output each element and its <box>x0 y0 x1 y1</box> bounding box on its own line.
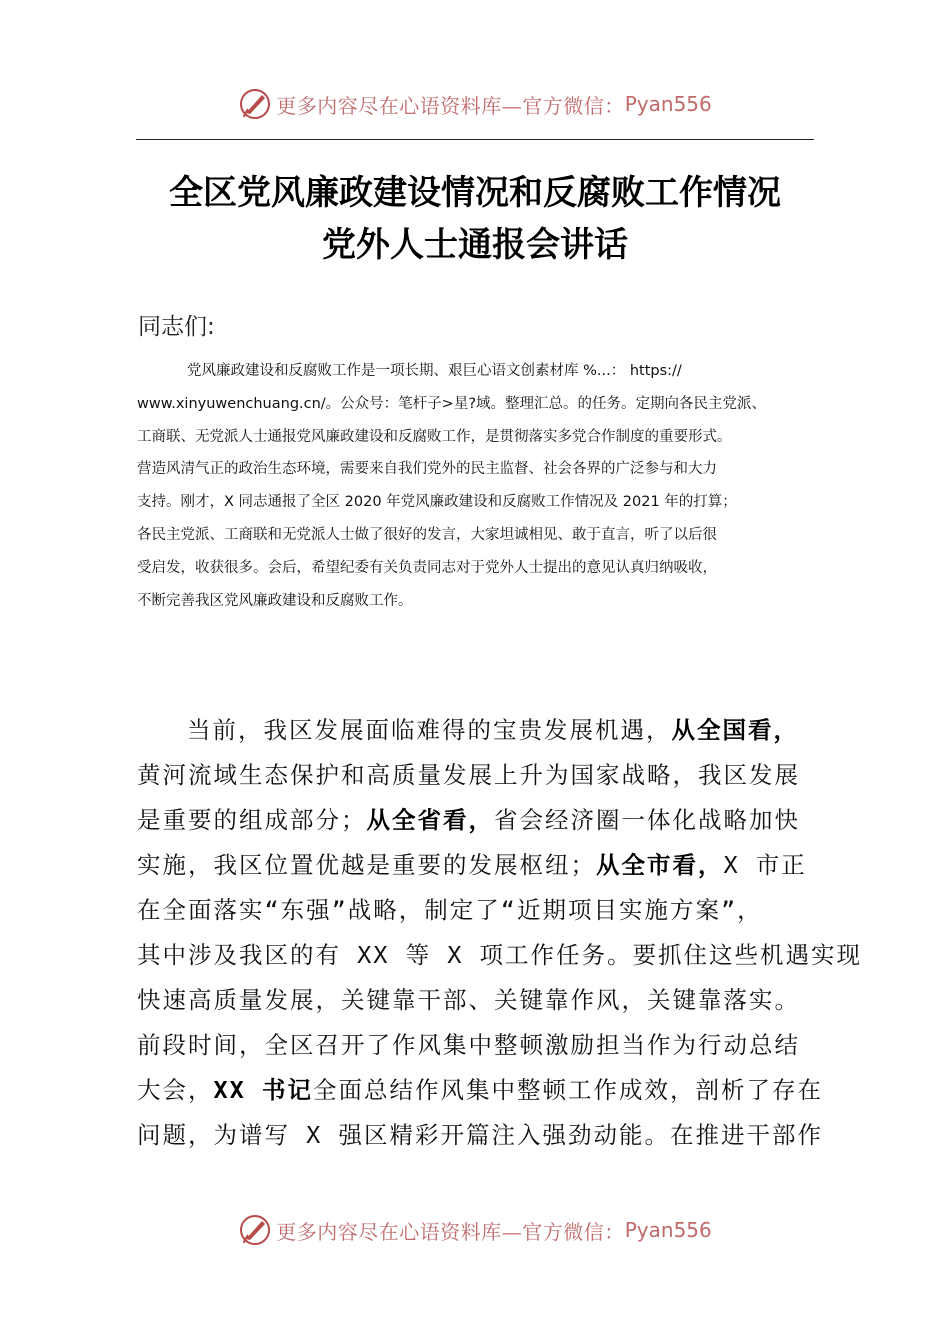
body-line: 前段时间，全区召开了作风集中整顿激励担当作为行动总结 <box>137 1031 800 1059</box>
emphasis-national: 从全国看， <box>671 716 799 744</box>
body-text: 实施，我区位置优越是重要的发展枢纽； <box>137 851 596 879</box>
intro-line: 营造风清气正的政治生态环境，需要来自我们党外的民主监督、社会各界的广泛参与和大力 <box>137 461 717 478</box>
document-title-line-2: 党外人士通报会讲话 <box>322 225 628 265</box>
body-line <box>137 798 827 843</box>
body-line: 在全面落实“东强”战略，制定了“近期项目实施方案”， <box>137 896 763 924</box>
body-text: 全面总结作风集中整顿工作成效，剖析了存在 <box>312 1076 823 1104</box>
greeting: 同志们: <box>138 314 215 340</box>
watermark-wechat-id: Pyan556 <box>624 92 712 116</box>
intro-line: 不断完善我区党风廉政建设和反腐败工作。 <box>137 592 413 609</box>
body-line: 其中涉及我区的有 XX 等 X 项工作任务。要抓住这些机遇实现 <box>137 941 863 969</box>
header-divider <box>136 139 814 140</box>
body-text: 大会， <box>137 1076 214 1104</box>
body-line <box>137 1068 827 1113</box>
quill-logo-icon <box>238 87 272 121</box>
intro-line: www.xinyuwenchuang.cn/。公众号：笔杆子>星?域。整理汇总。的任务。定期向各民主党派、 <box>137 395 767 412</box>
intro-line: 党风廉政建设和反腐败工作是一项长期、艰巨心语文创素材库 %...： https:// <box>187 363 682 379</box>
intro-line: 受启发，收获很多。会后，希望纪委有关负责同志对于党外人士提出的意见认真归纳吸收， <box>137 559 717 576</box>
intro-line: 工商联、无党派人士通报党风廉政建设和反腐败工作，是贯彻落实多党合作制度的重要形式。 <box>137 428 732 445</box>
intro-line: 各民主党派、工商联和无党派人士做了很好的发言，大家坦诚相见、敢于直言，听了以后很 <box>137 526 717 543</box>
emphasis-province: 从全省看， <box>366 806 494 834</box>
body-line: 快速高质量发展，关键靠干部、关键靠作风，关键靠落实。 <box>137 986 800 1014</box>
emphasis-secretary: XX 书记 <box>213 1076 313 1104</box>
watermark-text: 更多内容尽在心语资料库—官方微信： <box>276 1219 625 1244</box>
body-paragraph <box>137 708 863 1158</box>
watermark-text: 更多内容尽在心语资料库—官方微信： <box>276 93 625 118</box>
intro-line: 支持。刚才，X 同志通报了全区 2020 年党风廉政建设和反腐败工作情况及 2021 年的打算； <box>137 494 737 511</box>
body-line: 黄河流域生态保护和高质量发展上升为国家战略，我区发展 <box>137 761 800 789</box>
document-title-line-1: 全区党风廉政建设情况和反腐败工作情况 <box>169 173 781 213</box>
header-watermark <box>0 84 950 124</box>
quill-logo-icon <box>238 1213 272 1247</box>
body-line <box>137 843 827 888</box>
intro-paragraph <box>137 355 817 617</box>
watermark-wechat-id: Pyan556 <box>624 1218 712 1242</box>
emphasis-city: 从全市看， <box>596 851 724 879</box>
body-text: 省会经济圈一体化战略加快 <box>494 806 800 834</box>
body-text: X 市正 <box>723 851 807 879</box>
body-line <box>137 708 827 753</box>
body-text: 当前，我区发展面临难得的宝贵发展机遇， <box>187 716 672 744</box>
body-line: 问题，为谱写 X 强区精彩开篇注入强劲动能。在推进干部作 <box>137 1121 823 1149</box>
body-text: 是重要的组成部分； <box>137 806 367 834</box>
footer-watermark <box>0 1210 950 1250</box>
